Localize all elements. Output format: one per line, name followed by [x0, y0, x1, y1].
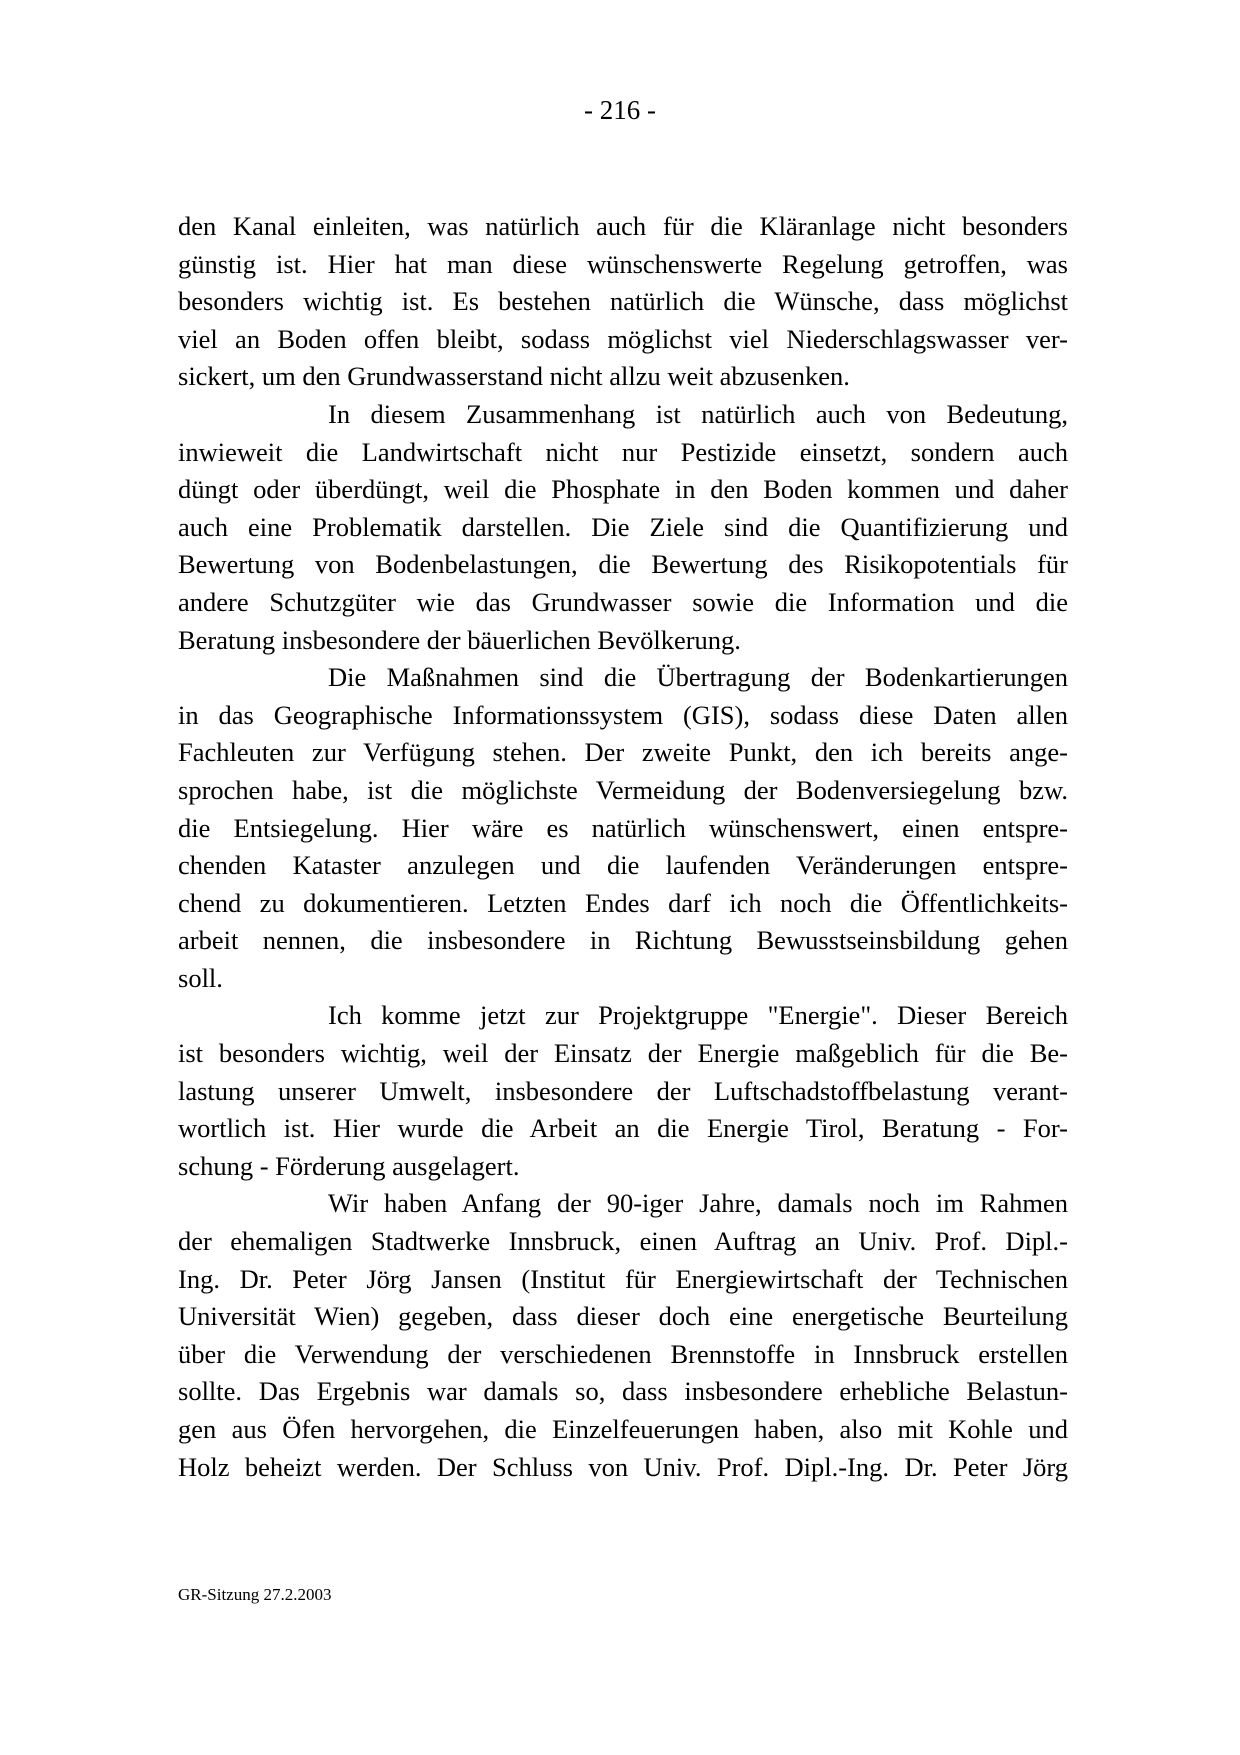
text-line: günstig ist. Hier hat man diese wünschenswerte Regelung getroffen, was: [178, 248, 1068, 279]
text-line: sprochen habe, ist die möglichste Vermeidung der Bodenversiegelung bzw.: [178, 774, 1068, 805]
text-line: Holz beheizt werden. Der Schluss von Univ. Prof. Dipl.-Ing. Dr. Peter Jörg: [178, 1451, 1068, 1482]
text-line: lastung unserer Umwelt, insbesondere der Luftschadstoffbelastung verant-: [178, 1075, 1068, 1106]
text-line: schung - Förderung ausgelagert.: [178, 1150, 520, 1181]
text-line: Universität Wien) gegeben, dass dieser doch eine energetische Beurteilung: [178, 1301, 1068, 1332]
text-line: sickert, um den Grundwasserstand nicht allzu weit abzusenken.: [178, 361, 850, 392]
text-line: soll.: [178, 962, 223, 993]
text-line: Wir haben Anfang der 90-iger Jahre, damals noch im Rahmen: [328, 1188, 1068, 1219]
text-line: den Kanal einleiten, was natürlich auch für die Kläranlage nicht besonders: [178, 211, 1068, 241]
text-line: in das Geographische Informationssystem (GIS), sodass diese Daten allen: [178, 699, 1068, 730]
footer-session-date: GR-Sitzung 27.2.2003: [178, 1585, 332, 1604]
text-line: In diesem Zusammenhang ist natürlich auch von Bedeutung,: [328, 398, 1068, 429]
text-line: der ehemaligen Stadtwerke Innsbruck, einen Auftrag an Univ. Prof. Dipl.-: [178, 1226, 1068, 1257]
text-line: die Entsiegelung. Hier wäre es natürlich wünschenswert, einen entspre-: [178, 812, 1068, 843]
text-line: Ing. Dr. Peter Jörg Jansen (Institut für Energiewirtschaft der Technischen: [178, 1263, 1068, 1294]
text-line: andere Schutzgüter wie das Grundwasser sowie die Information und die: [178, 586, 1068, 617]
body-text: [178, 208, 1068, 1486]
text-line: besonders wichtig ist. Es bestehen natürlich die Wünsche, dass möglichst: [178, 286, 1068, 317]
text-line: ist besonders wichtig, weil der Einsatz der Energie maßgeblich für die Be-: [178, 1038, 1068, 1069]
text-line: wortlich ist. Hier wurde die Arbeit an die Energie Tirol, Beratung - For-: [178, 1113, 1068, 1144]
text-line: düngt oder überdüngt, weil die Phosphate in den Boden kommen und daher: [178, 474, 1068, 505]
text-line: Die Maßnahmen sind die Übertragung der Bodenkartierungen: [328, 662, 1068, 693]
text-line: viel an Boden offen bleibt, sodass möglichst viel Niederschlagswasser ver-: [178, 323, 1068, 354]
text-line: chenden Kataster anzulegen und die laufenden Veränderungen entspre-: [178, 850, 1068, 881]
text-line: auch eine Problematik darstellen. Die Ziele sind die Quantifizierung und: [178, 511, 1068, 542]
text-line: inwieweit die Landwirtschaft nicht nur Pestizide einsetzt, sondern auch: [178, 436, 1068, 467]
text-line: sollte. Das Ergebnis war damals so, dass insbesondere erhebliche Belastun-: [178, 1376, 1068, 1407]
text-line: chend zu dokumentieren. Letzten Endes darf ich noch die Öffentlichkeits-: [178, 887, 1068, 918]
text-line: Beratung insbesondere der bäuerlichen Bevölkerung.: [178, 624, 741, 655]
text-line: gen aus Öfen hervorgehen, die Einzelfeuerungen haben, also mit Kohle und: [178, 1414, 1068, 1444]
text-line: Ich komme jetzt zur Projektgruppe "Energie". Dieser Bereich: [328, 1000, 1068, 1031]
text-line: Bewertung von Bodenbelastungen, die Bewertung des Risikopotentials für: [178, 549, 1068, 580]
page-number: - 216 -: [584, 95, 656, 125]
text-line: über die Verwendung der verschiedenen Brennstoffe in Innsbruck erstellen: [178, 1338, 1068, 1369]
text-line: Fachleuten zur Verfügung stehen. Der zweite Punkt, den ich bereits ange-: [178, 737, 1068, 768]
text-line: arbeit nennen, die insbesondere in Richtung Bewusstseinsbildung gehen: [178, 925, 1068, 956]
